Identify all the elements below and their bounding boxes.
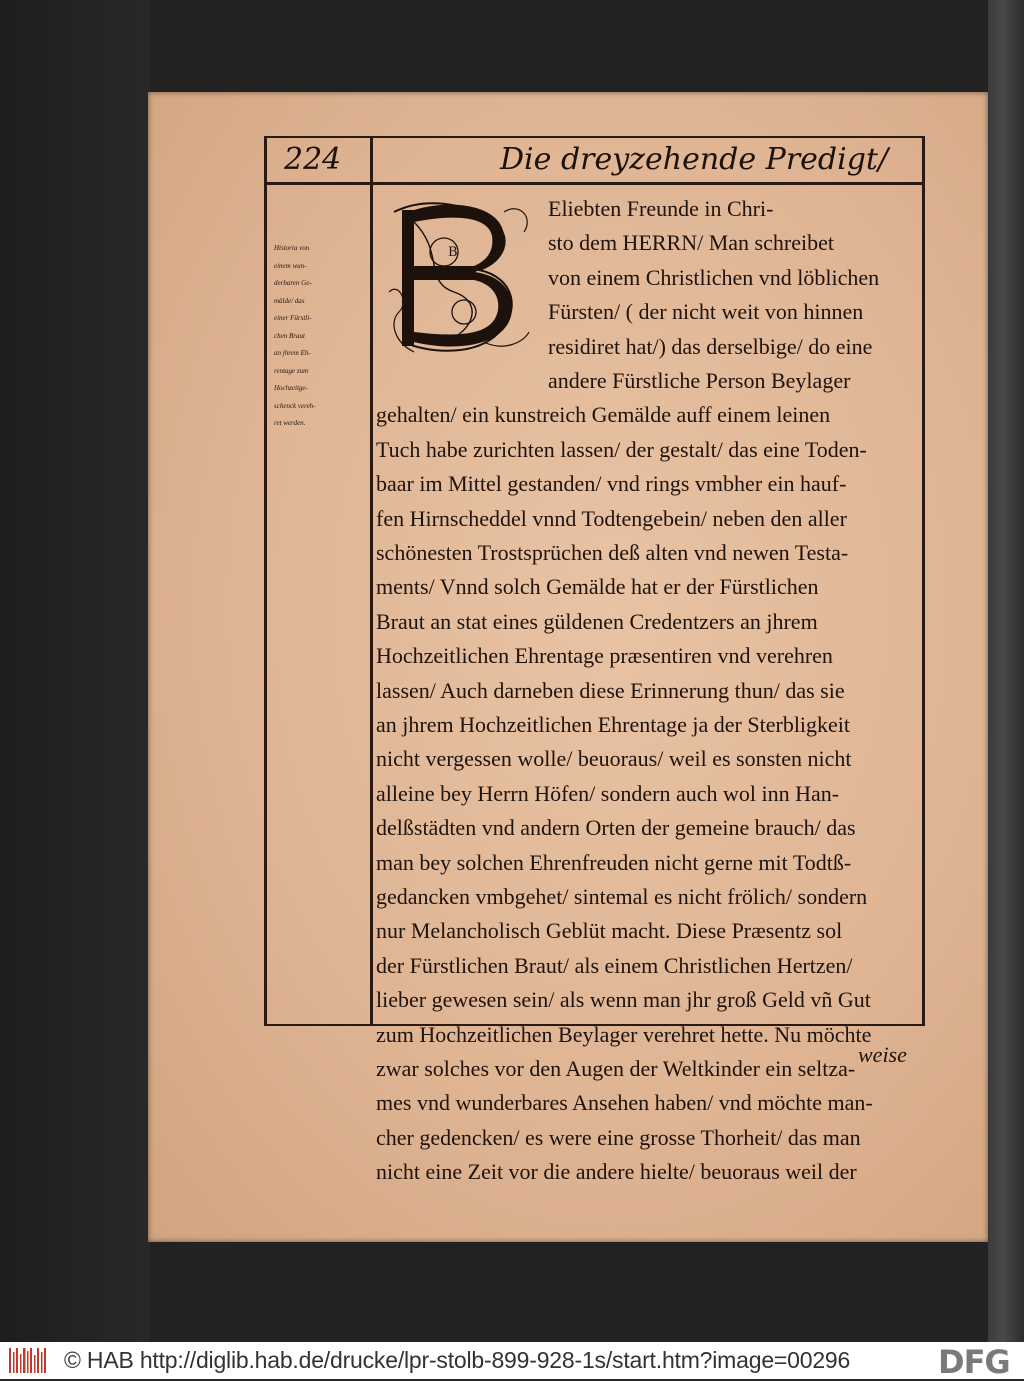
- text-line: schönesten Trostsprüchen deß alten vnd newen Testa-: [376, 540, 849, 565]
- book-board-left: [0, 0, 150, 1342]
- text-line: zum Hochzeitlichen Beylager verehret hette. Nu möchte: [376, 1021, 872, 1047]
- margin-note-line: Historia von: [274, 244, 310, 252]
- text-line: residiret hat/) das derselbige/ do eine: [548, 333, 873, 359]
- margin-note-line: einem wun-: [274, 261, 307, 270]
- margin-note-line: einer Fürstli-: [274, 314, 312, 322]
- text-line: sto dem HERRN/ Man schreibet: [548, 230, 834, 256]
- frame-left-rule: [264, 136, 267, 1026]
- margin-note-line: mälde/ das: [274, 296, 305, 305]
- text-line: an jhrem Hochzeitlichen Ehrentage ja der Sterbligkeit: [376, 712, 851, 737]
- text-line: nicht eine Zeit vor die andere hielte/ beuoraus weil der: [376, 1159, 857, 1185]
- margin-note-line: chen Braut: [274, 331, 305, 340]
- margin-note-line: derbaren Ge-: [274, 279, 312, 287]
- text-line: Tuch habe zurichten lassen/ der gestalt/ das eine Toden-: [376, 436, 867, 462]
- book-board-right: [988, 0, 1024, 1342]
- margin-note-line: an jhrem Eh-: [274, 349, 311, 357]
- margin-note: [274, 240, 368, 433]
- catchword: weise: [858, 1042, 907, 1067]
- frame-right-rule: [922, 136, 925, 1026]
- text-line: mes vnd wunderbares Ansehen haben/ vnd möchte man-: [376, 1090, 873, 1116]
- footer-bar: [0, 1342, 1024, 1379]
- text-line: Braut an stat eines güldenen Credentzers an jhrem: [376, 608, 818, 634]
- text-line: nicht vergessen wolle/ beuoraus/ weil es sonsten nicht: [376, 746, 852, 772]
- hab-barcode-logo-icon: [8, 1346, 48, 1375]
- margin-column-rule: [370, 182, 373, 1026]
- page-number: 224: [284, 142, 342, 177]
- frame-top-rule: [264, 136, 924, 138]
- margin-note-line: rentage zum: [274, 366, 309, 375]
- text-line: gehalten/ ein kunstreich Gemälde auff einem leinen: [376, 402, 831, 428]
- footer-credit-link[interactable]: © HAB http://diglib.hab.de/drucke/lpr-stolb-899-928-1s/start.htm?image=00296: [64, 1347, 851, 1373]
- text-line: Eliebten Freunde in Chri-: [548, 196, 774, 221]
- margin-note-line: ret werden.: [274, 419, 306, 427]
- book-page: [148, 92, 988, 1242]
- margin-note-line: Hochzeitge-: [274, 384, 308, 392]
- margin-note-line: schenck vereh-: [274, 401, 316, 410]
- text-line: cher gedencken/ es were eine grosse Thorheit/ das man: [376, 1124, 861, 1150]
- decorated-initial: [384, 192, 544, 368]
- svg-text:B: B: [448, 245, 458, 260]
- text-line: man bey solchen Ehrenfreuden nicht gerne mit Todtß-: [376, 849, 852, 875]
- text-line: gedancken vmbgehet/ sintemal es nicht frölich/ sondern: [376, 884, 868, 909]
- text-line: der Fürstlichen Braut/ als einem Christlichen Hertzen/: [376, 952, 853, 978]
- text-line: baar im Mittel gestanden/ vnd rings vmbher ein hauf-: [376, 471, 847, 497]
- text-line: nur Melancholisch Geblüt macht. Diese Præsentz sol: [376, 918, 843, 944]
- text-line: lassen/ Auch darneben diese Erinnerung thun/ das sie: [376, 677, 845, 703]
- text-line: lieber gewesen sein/ als wenn man jhr groß Geld vñ Gut: [376, 987, 871, 1013]
- text-line: zwar solches vor den Augen der Weltkinder ein seltza-: [376, 1056, 856, 1081]
- text-line: von einem Christlichen vnd löblichen: [548, 264, 880, 290]
- text-line: delßstädten vnd andern Orten der gemeine brauch/ das: [376, 815, 856, 841]
- text-line: Hochzeitlichen Ehrentage præsentiren vnd verehren: [376, 643, 833, 669]
- running-head: Die dreyzehende Predigt/: [500, 142, 889, 177]
- text-line: andere Fürstliche Person Beylager: [548, 368, 851, 393]
- header-rule: [264, 182, 924, 185]
- text-line: fen Hirnscheddel vnnd Todtengebein/ neben den aller: [376, 505, 847, 531]
- text-line: Fürsten/ ( der nicht weit von hinnen: [548, 299, 864, 325]
- text-line: ments/ Vnnd solch Gemälde hat er der Fürstlichen: [376, 574, 819, 600]
- dfg-logo: DFG: [938, 1343, 1010, 1381]
- head-divider-rule: [370, 136, 373, 184]
- text-line: alleine bey Herrn Höfen/ sondern auch wol inn Han-: [376, 780, 840, 806]
